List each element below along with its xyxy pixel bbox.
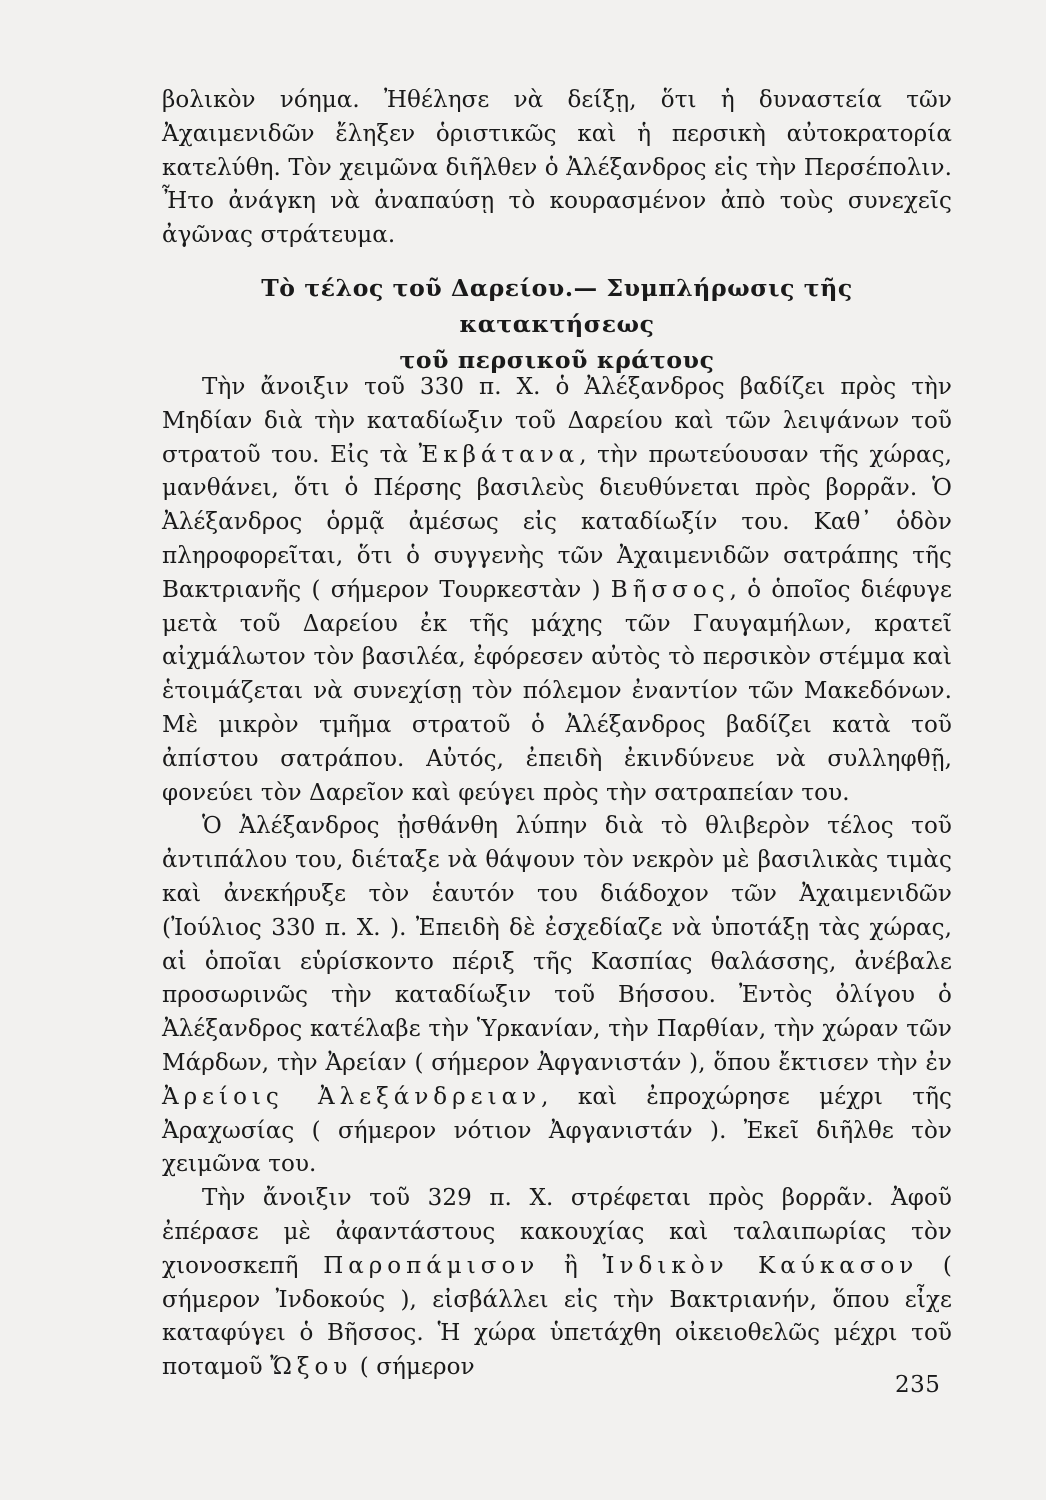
section-heading-line-2: τοῦ περσικοῦ κράτους [399,346,715,374]
place-name-ekbatana: Ἐκβάτανα [418,441,580,468]
paragraph-3-text-a: Τὴν ἄνοιξιν τοῦ 329 π. Χ. στρέφεται πρὸς βορρᾶν. Ἀφοῦ ἐπέρασε μὲ ἀφαντάστους κακουχίας καὶ ταλαιπωρίας τὸν χιονοσκεπῆ [162,1185,952,1279]
section-heading-line-1: Τὸ τέλος τοῦ Δαρείου.— Συμπλήρωσις τῆς κατακτήσεως [261,274,853,338]
paragraph-1-text-c: , τὴν πρωτεύουσαν τῆς χώρας, μανθάνει, ὅτι ὁ Πέρσης βασιλεὺς διευθύνεται πρὸς βορρᾶν. Ὁ Ἀλέξανδρος ὁρμᾷ ἀμέσως εἰς καταδίωξίν του. Καθ᾽ ὁδὸν πληροφορεῖται, ὅτι ὁ συγγενὴς τῶν Ἀχαιμενιδῶν σατράπης τῆς Βακτριανῆς ( σήμερον Τουρκεστὰν ) [162,441,952,603]
place-name-alexandria-areia: Ἀρείοις Ἀλεξάνδρειαν [162,1083,542,1110]
page-number: 235 [895,1372,941,1398]
paragraph-1-text-e: , ὁ ὁποῖος διέφυγε μετὰ τοῦ Δαρείου ἐκ τῆς μάχης τῶν Γαυγαμήλων, κρατεῖ αἰχμάλωτον τὸν βασιλέα, ἐφόρεσεν αὐτὸς τὸ περσικὸν στέμμα καὶ ἑτοιμάζεται νὰ συνεχίσῃ τὸν πόλεμον ἐναντίον τῶν Μακεδόνων. Μὲ μικρὸν τμῆμα στρατοῦ ὁ Ἀλέξανδρος βαδίζει κατὰ τοῦ ἀπίστου σατράπου. Αὐτός, ἐπειδὴ ἐκινδύνευε νὰ συλληφθῇ, φονεύει τὸν Δαρεῖον καὶ φεύγει πρὸς τὴν σατραπείαν του. [162,576,953,806]
place-name-paropamisos: Παροπάμισον [323,1252,540,1279]
paragraph-2-text-a: Ὁ Ἀλέξανδρος ᾐσθάνθη λύπην διὰ τὸ θλιβερὸν τέλος τοῦ ἀντιπάλου του, διέταξε νὰ θάψουν τὸν νεκρὸν μὲ βασιλικὰς τιμὰς καὶ ἀνεκήρυξε τὸν ἑαυτόν του διάδοχον τῶν Ἀχαιμενιδῶν (Ἰούλιος 330 π. Χ. ). Ἐπειδὴ δὲ ἐσχεδίαζε νὰ ὑποτάξῃ τὰς χώρας, αἱ ὁποῖαι εὑρίσκοντο πέριξ τῆς Κασπίας θαλάσσης, ἀνέβαλε προσωρινῶς τὴν καταδίωξιν τοῦ Βήσσου. Ἐντὸς ὀλίγου ὁ Ἀλέξανδρος κατέλαβε τὴν Ὑρκανίαν, τὴν Παρθίαν, τὴν χώραν τῶν Μάρδων, τὴν Ἀρείαν ( σήμερον Ἀφγανιστάν ), ὅπου ἔκτισεν τὴν ἐν [162,813,952,1076]
person-name-bessos: Βῆσσος [610,576,730,603]
section-heading [162,270,952,378]
place-name-indian-caucasus: Ἰνδικὸν Καύκασον [602,1252,919,1279]
paragraph-3-text-g: ( σήμερον [352,1354,475,1381]
paragraph-2 [162,810,952,1182]
river-name-oxus: Ὤξου [270,1354,353,1381]
paragraph-1-text-a: Τὴν ἄνοιξιν τοῦ 330 π. Χ. ὁ Ἀλέξανδρος βαδίζει πρὸς τὴν Μηδίαν διὰ τὴν καταδίωξιν τοῦ Δαρείου καὶ τῶν λειψάνων τοῦ στρατοῦ του. Εἰς τὰ [162,374,952,468]
intro-paragraph-text: βολικὸν νόημα. Ἠθέλησε νὰ δείξῃ, ὅτι ἡ δυναστεία τῶν Ἀχαιμενιδῶν ἔληξεν ὁριστικῶς καὶ ἡ περσικὴ αὐτοκρατορία κατελύθη. Τὸν χειμῶνα διῆλθεν ὁ Ἀλέξανδρος εἰς τὴν Περσέπολιν. Ἦτο ἀνάγκη νὰ ἀναπαύσῃ τὸ κουρασμένον ἀπὸ τοὺς συνεχεῖς ἀγῶνας στράτευμα. [162,87,952,249]
intro-paragraph [162,84,952,253]
paragraph-3-text-e: ( σήμερον Ἰνδοκούς ), εἰσβάλλει εἰς τὴν Βακτριανήν, ὅπου εἶχε καταφύγει ὁ Βῆσσος. Ἡ χώρα ὑπετάχθη οἰκειοθελῶς μέχρι τοῦ ποταμοῦ [162,1252,952,1381]
paragraph-2-text-c: , καὶ ἐπροχώρησε μέχρι τῆς Ἀραχωσίας ( σήμερον νότιον Ἀφγανιστάν ). Ἐκεῖ διῆλθε τὸν χειμῶνα του. [162,1083,952,1178]
paragraph-1 [162,371,952,810]
paragraph-3-text-c: ἢ [539,1252,603,1279]
main-text [162,371,952,1385]
paragraph-3 [162,1182,952,1385]
